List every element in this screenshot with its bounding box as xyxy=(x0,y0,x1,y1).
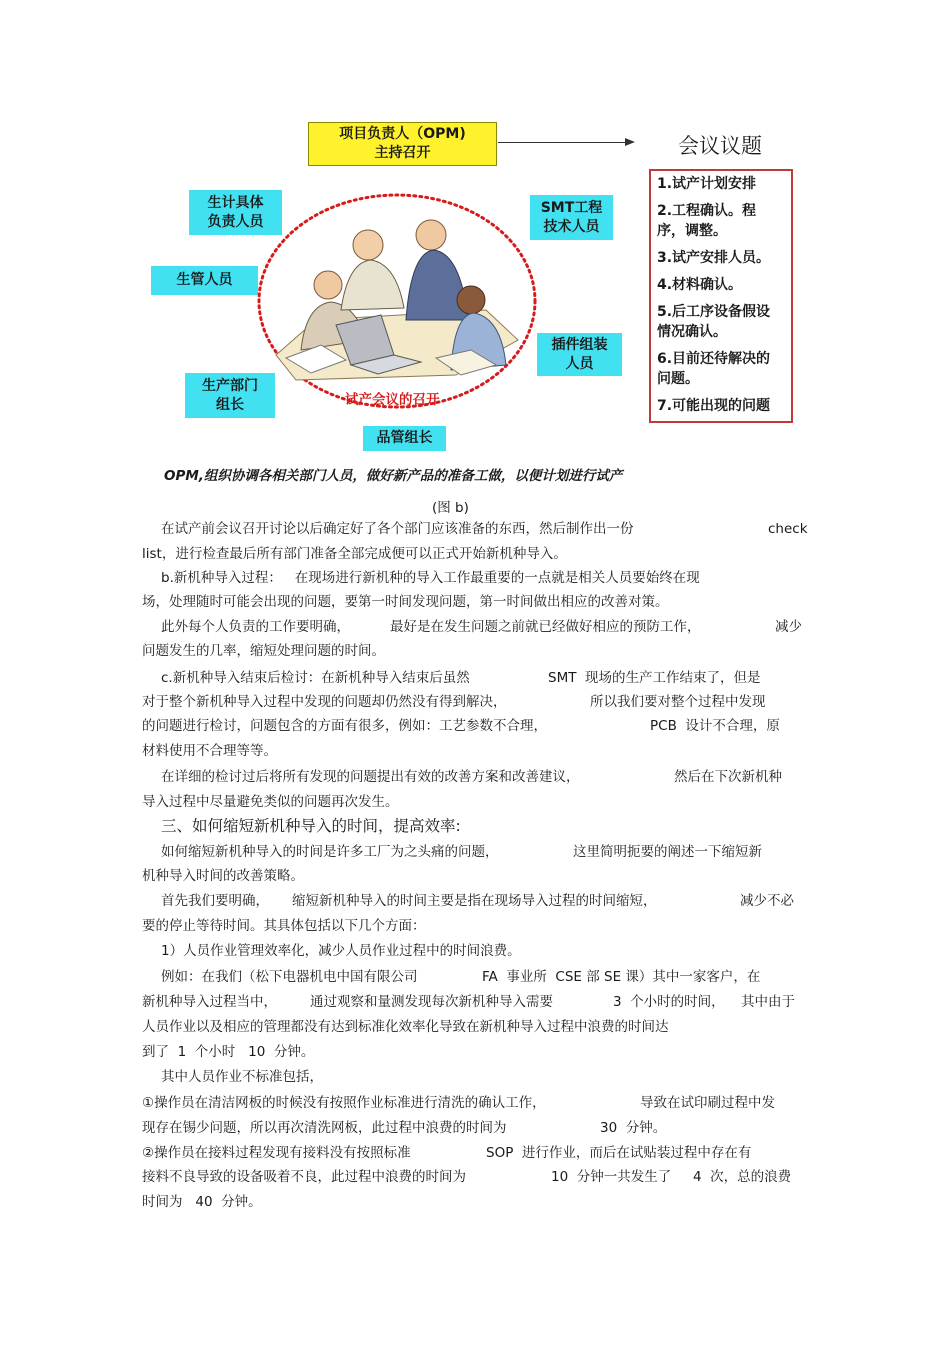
figure-caption: OPM,组织协调各相关部门人员，做好新产品的准备工做，以便计划进行试产 xyxy=(164,468,623,484)
role-assembly: 插件组装 人员 xyxy=(537,333,622,376)
text-line: 10 分钟一共发生了 xyxy=(551,1169,672,1185)
text-line: ①操作员在清洁网板的时候没有按照作业标准进行清洗的确认工作， xyxy=(142,1095,546,1111)
text-line: SMT 现场的生产工作结束了，但是 xyxy=(548,670,761,686)
arrow-line xyxy=(498,142,626,143)
text-line: 首先我们要明确， xyxy=(161,893,269,909)
text-line: 导致在试印刷过程中发 xyxy=(640,1095,775,1111)
text-line: ②操作员在接料过程发现有接料没有按照标准 xyxy=(142,1145,411,1161)
agenda-item: 4.材料确认。 xyxy=(657,277,743,293)
text-line: 例如：在我们（松下电器机电中国有限公司 xyxy=(161,969,418,985)
text-line: 场，处理随时可能会出现的问题，要第一时间发现问题，第一时间做出相应的改善对策。 xyxy=(142,594,669,610)
text-line: 对于整个新机种导入过程中发现的问题却仍然没有得到解决， xyxy=(142,694,507,710)
text-line: 3 个小时的时间， xyxy=(613,994,725,1010)
text-line: 这里简明扼要的阐述一下缩短新 xyxy=(573,844,762,860)
agenda-list xyxy=(649,169,793,423)
text-line: b.新机种导入过程： 在现场进行新机种的导入工作最重要的一点就是相关人员要始终在现 xyxy=(161,570,700,586)
text-line: list，进行检查最后所有部门准备全部完成便可以正式开始新机种导入。 xyxy=(142,546,567,562)
text-line: 人员作业以及相应的管理都没有达到标准化效率化导致在新机种导入过程中浪费的时间达 xyxy=(142,1019,669,1035)
person-middle-head xyxy=(353,230,383,260)
text-line: 30 分钟。 xyxy=(600,1120,667,1136)
agenda-item: 2.工程确认。程 序，调整。 xyxy=(657,203,757,239)
text-line: 减少 xyxy=(775,619,802,635)
text-line: check xyxy=(768,521,808,537)
text-line: 然后在下次新机种 xyxy=(674,769,782,785)
text-line: 时间为 40 分钟。 xyxy=(142,1194,262,1210)
text-line: FA 事业所 CSE 部 SE 课）其中一家客户，在 xyxy=(482,969,761,985)
text-line: SOP 进行作业，而后在试贴装过程中存在有 xyxy=(486,1145,752,1161)
role-production-leader: 生产部门 组长 xyxy=(185,373,275,418)
arrow-head-icon xyxy=(625,138,635,146)
text-line: 新机种导入过程当中， xyxy=(142,994,277,1010)
text-line: 问题发生的几率，缩短处理问题的时间。 xyxy=(142,643,385,659)
person-right-head xyxy=(457,286,485,314)
role-production-planning: 生计具体 负责人员 xyxy=(189,190,282,235)
text-line: 通过观察和量测发现每次新机种导入需要 xyxy=(310,994,553,1010)
agenda-title: 会议议题 xyxy=(678,134,762,158)
text-line: c.新机种导入结束后检讨：在新机种导入结束后虽然 xyxy=(161,670,470,686)
agenda-item: 1.试产计划安排 xyxy=(657,176,757,192)
text-line: 在详细的检讨过后将所有发现的问题提出有效的改善方案和改善建议， xyxy=(161,769,580,785)
text-line: 在试产前会议召开讨论以后确定好了各个部门应该准备的东西，然后制作出一份 xyxy=(161,521,634,537)
text-line: 减少不必 xyxy=(740,893,794,909)
text-line: 接料不良导致的设备吸着不良，此过程中浪费的时间为 xyxy=(142,1169,466,1185)
figure-label: (图 b) xyxy=(432,500,469,516)
meeting-illustration xyxy=(256,190,539,413)
role-production-management: 生管人员 xyxy=(151,266,258,295)
text-line: 其中人员作业不标准包括， xyxy=(161,1069,323,1085)
text-line: 导入过程中尽量避免类似的问题再次发生。 xyxy=(142,794,399,810)
text-line: 所以我们要对整个过程中发现 xyxy=(590,694,766,710)
text-line: 此外每个人负责的工作要明确， xyxy=(161,619,350,635)
role-qc-leader: 品管组长 xyxy=(363,426,446,451)
text-line: PCB 设计不合理，原 xyxy=(650,718,780,734)
agenda-item: 7.可能出现的问题 xyxy=(657,398,771,414)
text-line: 现存在锡少问题，所以再次清洗网板，此过程中浪费的时间为 xyxy=(142,1120,507,1136)
text-line: 如何缩短新机种导入的时间是许多工厂为之头痛的问题， xyxy=(161,844,499,860)
role-smt-engineer: SMT工程 技术人员 xyxy=(530,195,613,240)
text-line: 其中由于 xyxy=(741,994,795,1010)
opm-box: 项目负责人（OPM) 主持召开 xyxy=(308,122,497,166)
text-line: 1）人员作业管理效率化，减少人员作业过程中的时间浪费。 xyxy=(161,943,521,959)
text-line: 到了 1 个小时 10 分钟。 xyxy=(142,1044,315,1060)
person-standing-head xyxy=(416,220,446,250)
agenda-item: 3.试产安排人员。 xyxy=(657,250,771,266)
section-heading: 三、如何缩短新机种导入的时间，提高效率: xyxy=(161,817,461,835)
text-line: 缩短新机种导入的时间主要是指在现场导入过程的时间缩短， xyxy=(292,893,657,909)
person-left-head xyxy=(314,271,342,299)
text-line: 的问题进行检讨，问题包含的方面有很多，例如：工艺参数不合理， xyxy=(142,718,547,734)
text-line: 机种导入时间的改善策略。 xyxy=(142,868,304,884)
agenda-item: 5.后工序设备假设 情况确认。 xyxy=(657,304,771,340)
agenda-item: 6.目前还待解决的 问题。 xyxy=(657,351,771,387)
meeting-label: 试产会议的召开 xyxy=(345,392,440,408)
text-line: 材料使用不合理等等。 xyxy=(142,743,277,759)
text-line: 要的停止等待时间。其具体包括以下几个方面： xyxy=(142,918,426,934)
text-line: 4 次，总的浪费 xyxy=(693,1169,792,1185)
text-line: 最好是在发生问题之前就已经做好相应的预防工作， xyxy=(390,619,701,635)
